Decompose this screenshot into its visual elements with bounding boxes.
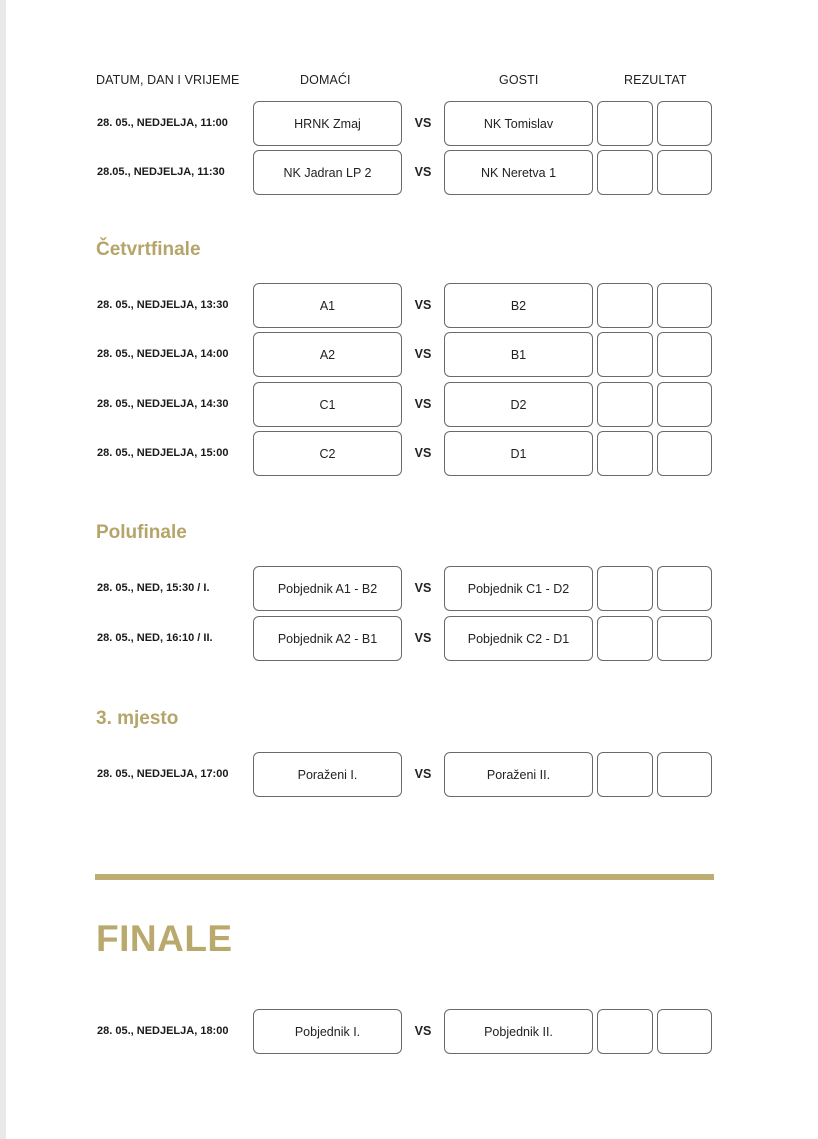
away-score-box[interactable] [657, 283, 712, 328]
header-result: REZULTAT [624, 73, 687, 87]
divider-rule [95, 874, 714, 880]
home-team-field[interactable]: NK Jadran LP 2 [253, 150, 402, 195]
home-team-field[interactable]: C1 [253, 382, 402, 427]
home-team-field[interactable]: A2 [253, 332, 402, 377]
home-score-box[interactable] [597, 283, 653, 328]
section-title-semifinal: Polufinale [96, 522, 187, 543]
section-title-final: FINALE [96, 918, 233, 959]
away-score-box[interactable] [657, 431, 712, 476]
home-score-box[interactable] [597, 150, 653, 195]
header-home: DOMAĆI [300, 73, 351, 87]
vs-label: VS [414, 767, 432, 781]
away-score-box[interactable] [657, 101, 712, 146]
away-score-box[interactable] [657, 150, 712, 195]
vs-label: VS [414, 446, 432, 460]
home-team-field[interactable]: Poraženi I. [253, 752, 402, 797]
away-team-field[interactable]: Pobjednik C1 - D2 [444, 566, 593, 611]
away-team-field[interactable]: D2 [444, 382, 593, 427]
home-team-field[interactable]: A1 [253, 283, 402, 328]
home-team-field[interactable]: Pobjednik A2 - B1 [253, 616, 402, 661]
vs-label: VS [414, 116, 432, 130]
home-score-box[interactable] [597, 1009, 653, 1054]
away-team-field[interactable]: Pobjednik II. [444, 1009, 593, 1054]
match-row [0, 1009, 818, 1054]
header-datetime: DATUM, DAN I VRIJEME [96, 73, 240, 87]
vs-label: VS [414, 347, 432, 361]
vs-label: VS [414, 1024, 432, 1038]
match-row [0, 566, 818, 611]
match-datetime: 28. 05., NEDJELJA, 13:30 [97, 299, 229, 311]
match-datetime: 28. 05., NED, 15:30 / I. [97, 582, 210, 594]
match-row [0, 616, 818, 661]
match-datetime: 28. 05., NEDJELJA, 18:00 [97, 1025, 229, 1037]
match-datetime: 28. 05., NEDJELJA, 17:00 [97, 768, 229, 780]
away-score-box[interactable] [657, 382, 712, 427]
match-datetime: 28. 05., NEDJELJA, 15:00 [97, 447, 229, 459]
away-score-box[interactable] [657, 616, 712, 661]
home-score-box[interactable] [597, 566, 653, 611]
match-row [0, 752, 818, 797]
away-score-box[interactable] [657, 1009, 712, 1054]
section-title-quarterfinal: Četvrtfinale [96, 239, 201, 260]
match-row [0, 150, 818, 195]
match-row [0, 101, 818, 146]
away-team-field[interactable]: NK Tomislav [444, 101, 593, 146]
home-team-field[interactable]: Pobjednik I. [253, 1009, 402, 1054]
away-score-box[interactable] [657, 332, 712, 377]
section-title-third-place: 3. mjesto [96, 708, 179, 729]
header-away: GOSTI [499, 73, 539, 87]
home-team-field[interactable]: HRNK Zmaj [253, 101, 402, 146]
home-team-field[interactable]: Pobjednik A1 - B2 [253, 566, 402, 611]
vs-label: VS [414, 581, 432, 595]
vs-label: VS [414, 298, 432, 312]
match-datetime: 28. 05., NEDJELJA, 14:00 [97, 348, 229, 360]
away-team-field[interactable]: Pobjednik C2 - D1 [444, 616, 593, 661]
away-score-box[interactable] [657, 566, 712, 611]
vs-label: VS [414, 165, 432, 179]
home-score-box[interactable] [597, 431, 653, 476]
match-datetime: 28. 05., NEDJELJA, 11:00 [97, 117, 228, 129]
vs-label: VS [414, 631, 432, 645]
away-team-field[interactable]: NK Neretva 1 [444, 150, 593, 195]
away-team-field[interactable]: D1 [444, 431, 593, 476]
match-row [0, 332, 818, 377]
away-team-field[interactable]: Poraženi II. [444, 752, 593, 797]
home-team-field[interactable]: C2 [253, 431, 402, 476]
home-score-box[interactable] [597, 616, 653, 661]
home-score-box[interactable] [597, 332, 653, 377]
match-datetime: 28. 05., NED, 16:10 / II. [97, 632, 213, 644]
away-score-box[interactable] [657, 752, 712, 797]
match-row [0, 431, 818, 476]
away-team-field[interactable]: B1 [444, 332, 593, 377]
home-score-box[interactable] [597, 382, 653, 427]
away-team-field[interactable]: B2 [444, 283, 593, 328]
match-row [0, 283, 818, 328]
match-datetime: 28.05., NEDJELJA, 11:30 [97, 166, 225, 178]
match-datetime: 28. 05., NEDJELJA, 14:30 [97, 398, 229, 410]
match-row [0, 382, 818, 427]
home-score-box[interactable] [597, 101, 653, 146]
vs-label: VS [414, 397, 432, 411]
home-score-box[interactable] [597, 752, 653, 797]
